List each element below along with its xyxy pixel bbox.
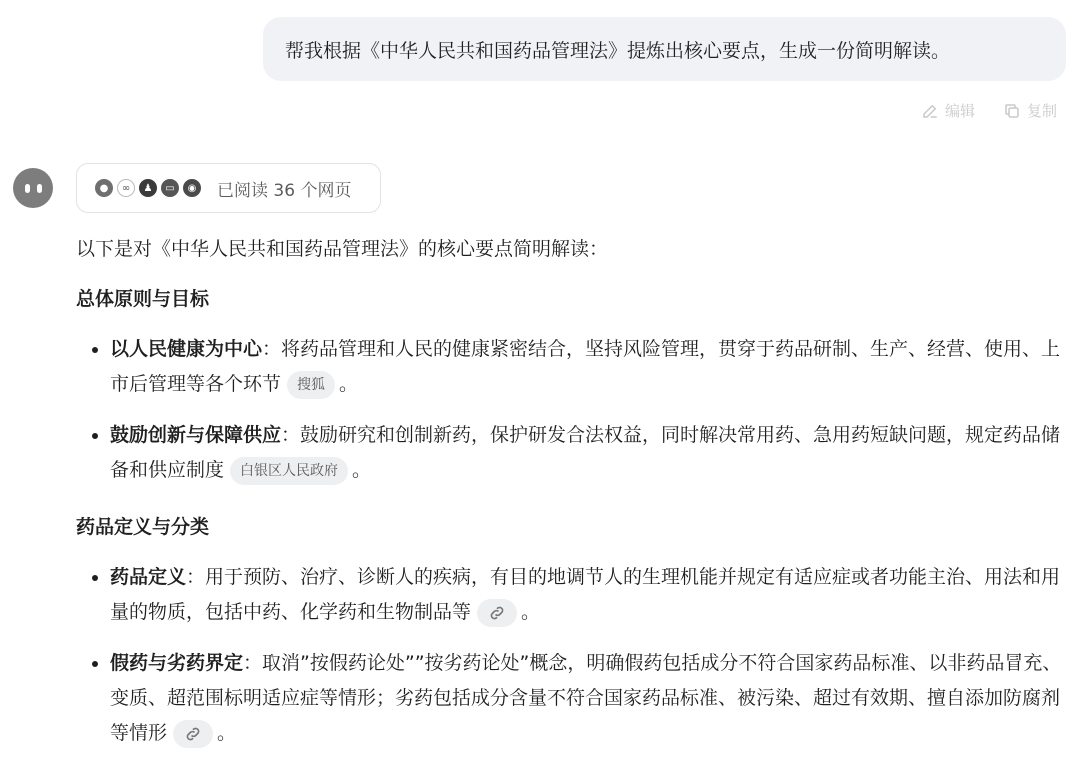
item-text: ：取消”按假药论处””按劣药论处”概念，明确假药包括成分不符合国家药品标准、以非药品冒充、变质、超范围标明适应症等情形；劣药包括成分含量不符合国家药品标准、被污染、超过有效期、擅自添加防腐剂等情形 [110, 652, 1062, 744]
link-icon [488, 604, 506, 622]
item-text: ：用于预防、治疗、诊断人的疾病，有目的地调节人的生理机能并规定有适应症或者功能主治、用法和用量的物质，包括中药、化学药和生物制品等 [110, 566, 1061, 623]
list-item [76, 560, 1066, 630]
copy-icon [1003, 102, 1021, 120]
section-title: 总体原则与目标 [76, 288, 210, 310]
world-icon: ◉ [183, 179, 201, 197]
assistant-avatar [13, 168, 53, 208]
citation-link-chip[interactable] [173, 720, 213, 748]
list-item [76, 332, 1066, 402]
copy-button[interactable] [1003, 100, 1057, 121]
link-icon [184, 725, 202, 743]
item-end: 。 [352, 459, 372, 481]
item-title: 药品定义 [110, 566, 187, 588]
edit-button[interactable] [921, 100, 975, 121]
globe-icon: ● [95, 179, 113, 197]
citation-chip[interactable]: 搜狐 [287, 371, 335, 399]
edit-label: 编辑 [944, 102, 975, 120]
section-list [76, 560, 1066, 751]
item-text: ：将药品管理和人民的健康紧密结合，坚持风险管理，贯穿于药品研制、生产、经营、使用、上市后管理等各个环节 [110, 338, 1061, 395]
person-icon: ♟ [139, 179, 157, 197]
list-item [76, 646, 1066, 751]
assistant-response [76, 232, 1066, 767]
item-title: 鼓励创新与保障供应 [110, 424, 282, 446]
response-intro: 以下是对《中华人民共和国药品管理法》的核心要点简明解读： [76, 238, 609, 260]
section-title: 药品定义与分类 [76, 516, 210, 538]
item-title: 假药与劣药界定 [110, 652, 244, 674]
item-title: 以人民健康为中心 [110, 338, 263, 360]
avatar-eye-left [25, 184, 30, 193]
item-end: 。 [339, 373, 359, 395]
avatar-eye-right [37, 184, 42, 193]
item-end: 。 [521, 601, 541, 623]
sources-label: 已阅读 36 个网页 [217, 180, 352, 201]
item-text: ：鼓励研究和创制新药，保护研发合法权益，同时解决常用药、急用药短缺问题，规定药品储备和供应制度 [110, 424, 1061, 481]
user-message-bubble [263, 17, 1066, 81]
citation-chip[interactable]: 白银区人民政府 [230, 457, 348, 485]
link-icon: ∞ [117, 179, 135, 197]
citation-link-chip[interactable] [477, 599, 517, 627]
user-message-text: 帮我根据《中华人民共和国药品管理法》提炼出核心要点，生成一份简明解读。 [285, 39, 951, 62]
list-item [76, 418, 1066, 488]
item-end: 。 [217, 722, 237, 744]
pencil-icon [921, 102, 939, 120]
copy-label: 复制 [1026, 102, 1057, 120]
sources-button[interactable] [76, 163, 381, 213]
message-actions [921, 100, 1057, 121]
badge-icon: ▭ [161, 179, 179, 197]
section-list [76, 332, 1066, 488]
